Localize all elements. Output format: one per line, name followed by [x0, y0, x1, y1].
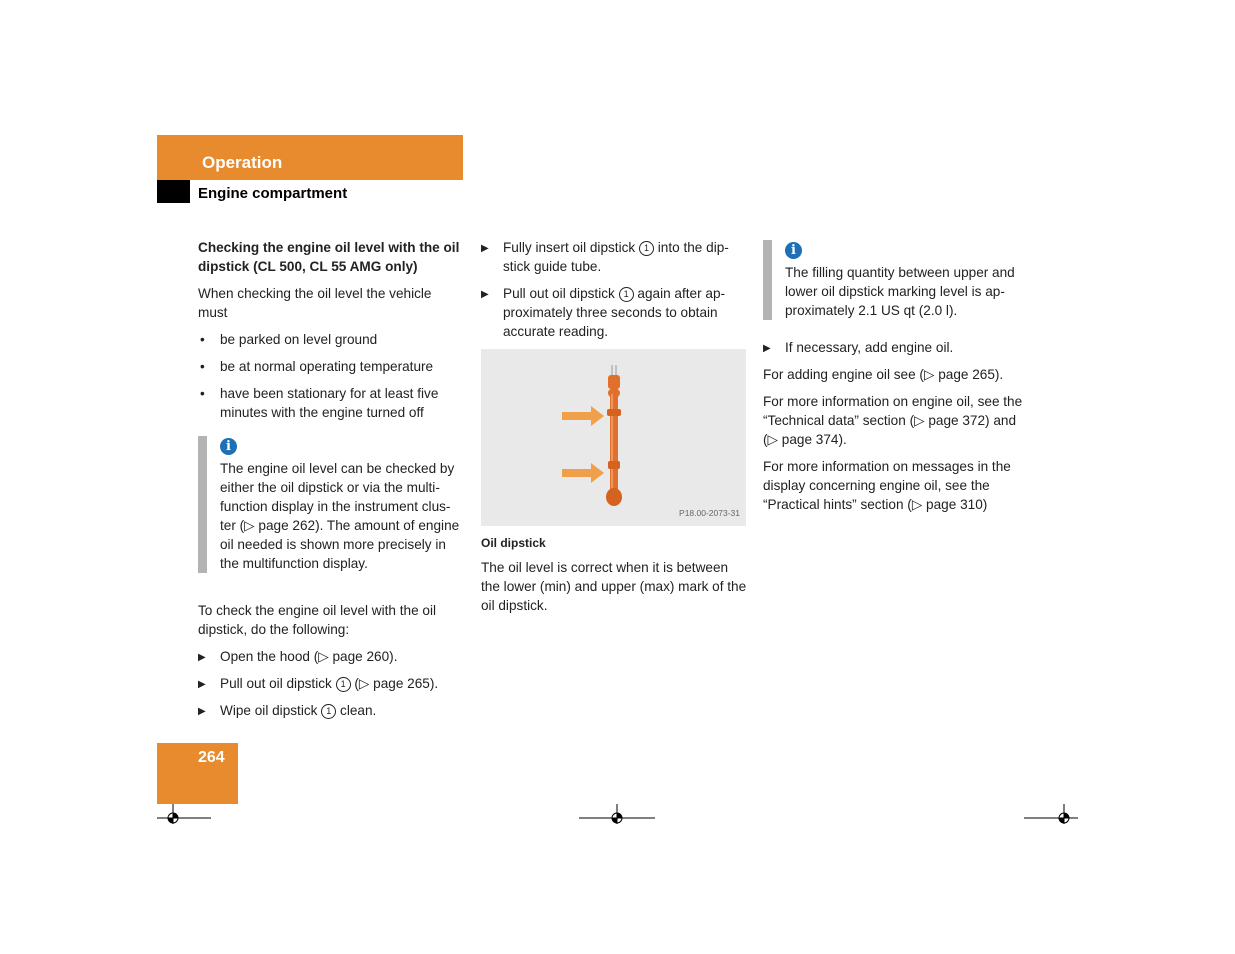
middle-column: [481, 238, 747, 623]
callout-number: 1: [336, 677, 351, 692]
crop-mark-icon: [157, 802, 213, 824]
step-item: [763, 338, 1029, 357]
step-text: Fully insert oil dipstick: [503, 240, 636, 255]
info-note: [198, 436, 464, 573]
step-text: Open the hood (▷ page 260).: [220, 649, 398, 664]
intro-text: When checking the oil level the vehicle must: [198, 286, 432, 320]
info-note: [763, 240, 1029, 320]
info-icon: i: [220, 438, 237, 455]
step-text: again after ap-proximately three seconds to obtain accurate reading.: [503, 286, 726, 339]
chapter-title: Operation: [202, 153, 283, 172]
figure-caption: Oil dipstick: [481, 536, 546, 550]
step-text: Pull out oil dipstick: [503, 286, 615, 301]
list-item: • have been stationary for at least five minutes with the engine turned off: [198, 384, 464, 422]
paragraph: For more information on messages in the display concerning engine oil, see the “Practical hints” section (▷ page 310): [763, 459, 1011, 512]
step-text: Pull out oil dipstick: [220, 676, 332, 691]
callout-number: 1: [619, 287, 634, 302]
callout-number: 1: [321, 704, 336, 719]
callout-number: 1: [639, 241, 654, 256]
step-text: clean.: [340, 703, 377, 718]
dipstick-illustration: [481, 349, 746, 526]
info-icon: i: [785, 242, 802, 259]
figure-code: P18.00-2073-31: [679, 508, 740, 518]
right-column: [763, 240, 1029, 522]
info-bar: [198, 436, 207, 573]
info-bar: [763, 240, 772, 320]
crop-mark-icon: [579, 802, 657, 824]
step-item: [198, 701, 464, 720]
step-item: [198, 674, 464, 693]
section-marker: [157, 180, 190, 203]
info-text: The engine oil level can be checked by either the oil dipstick or via the multi-function display in the instrument clus-ter (▷ page 262). The amount of engine oil needed is shown more precisely in the multifunction display.: [220, 461, 460, 571]
step-item: [481, 238, 747, 276]
step-item: [198, 647, 464, 666]
crop-mark-icon: [1024, 802, 1080, 824]
step-text: If necessary, add engine oil.: [785, 340, 954, 355]
left-column: [198, 238, 464, 728]
step-text: Wipe oil dipstick: [220, 703, 318, 718]
info-text: The filling quantity between upper and lower oil dipstick marking level is ap-proximately 2.1 US qt (2.0 l).: [785, 265, 1015, 318]
paragraph: For adding engine oil see (▷ page 265).: [763, 367, 1004, 382]
oil-dipstick-figure: [481, 349, 746, 526]
list-item: • be at normal operating temperature: [198, 357, 464, 376]
section-title: Engine compartment: [198, 185, 348, 202]
oil-level-text: The oil level is correct when it is between the lower (min) and upper (max) mark of the oil dipstick.: [481, 560, 747, 613]
step-text: into the dip-stick guide tube.: [503, 240, 729, 274]
step-item: [481, 284, 747, 341]
procedure-heading: Checking the engine oil level with the oil dipstick (CL 500, CL 55 AMG only): [198, 240, 460, 274]
step-text: (▷ page 265).: [354, 676, 439, 691]
paragraph: For more information on engine oil, see the “Technical data” section (▷ page 372) and (▷ page 374).: [763, 394, 1023, 447]
page-number: 264: [198, 749, 225, 766]
list-item: • be parked on level ground: [198, 330, 464, 349]
steps-intro: To check the engine oil level with the oil dipstick, do the following:: [198, 603, 437, 637]
